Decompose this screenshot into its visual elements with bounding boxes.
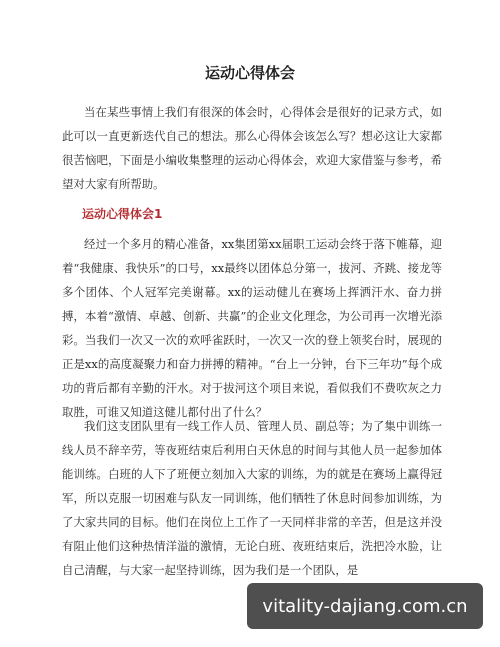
- section-heading: 运动心得体会1: [82, 207, 163, 221]
- intro-paragraph: 当在某些事情上我们有很深的体会时，心得体会是很好的记录方式，如此可以一直更新迭代自己的想法。那么心得体会该怎么写？想必这让大家都很苦恼吧，下面是小编收集整理的运动心得体会，欢迎大家借鉴与参考，希望对大家有所帮助。: [62, 105, 442, 191]
- body-paragraph-2: 我们这支团队里有一线工作人员、管理人员、副总等；为了集中训练一线人员不辞辛劳，等夜班结束后利用白天休息的时间与其他人员一起参加体能训练。白班的人下了班便立刻加入大家的训练，为的就是在赛场上赢得冠军，所以克服一切困难与队友一同训练，他们牺牲了休息时间参加训练，为了大家共同的目标。他们在岗位上工作了一天同样非常的辛苦，但是这并没有阻止他们这种热情洋溢的激情，无论白班、夜班结束后，洗把冷水脸，让自己清醒，与大家一起坚持训练，因为我们是一个团队，是: [62, 419, 442, 577]
- watermark-banner: [247, 583, 483, 629]
- document-title: 运动心得体会: [204, 64, 295, 82]
- body-paragraph-1: 经过一个多月的精心准备，xx集团第xx届职工运动会终于落下帷幕，迎着“我健康、我快乐”的口号，xx最终以团体总分第一，拔河、齐跳、接龙等多个团体、个人冠军完美谢幕。xx的运动健儿在赛场上挥洒汗水、奋力拼搏，本着“激情、卓越、创新、共赢”的企业文化理念，为公司再一次增光添彩。当我们一次又一次的欢呼雀跃时，一次又一次的登上领奖台时，展现的正是xx的高度凝聚力和奋力拼搏的精神。“台上一分钟，台下三年功”每个成功的背后都有辛勤的汗水。对于拔河这个项目来说，看似我们不费吹灰之力取胜，可谁又知道这健儿都付出了什么？: [62, 237, 442, 419]
- watermark-text: vitality-dajiang.com.cn: [262, 595, 468, 617]
